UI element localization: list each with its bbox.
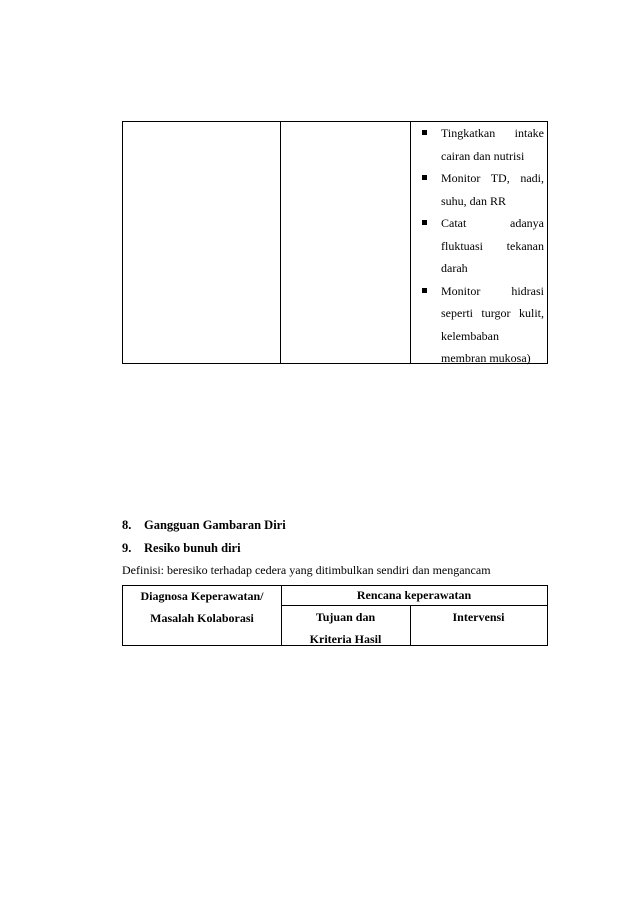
care-plan-table-header — [122, 585, 548, 646]
header-intervensi: Intervensi — [452, 610, 505, 624]
square-bullet-icon — [422, 175, 427, 180]
intervention-list — [420, 122, 544, 370]
list-item: Monitor hidrasi seperti turgor kulit, kelembaban membran mukosa) — [420, 280, 544, 370]
section-heading-8: 8. Gangguan Gambaran Diri — [122, 518, 286, 532]
table-column-divider — [410, 122, 411, 363]
list-item: Catat adanya fluktuasi tekanan darah — [420, 212, 544, 280]
list-item: Monitor TD, nadi, suhu, dan RR — [420, 167, 544, 212]
list-item: Tingkatkan intake cairan dan nutrisi — [420, 122, 544, 167]
definition-text: Definisi: beresiko terhadap cedera yang ditimbulkan sendiri dan mengancam — [122, 563, 491, 577]
header-diagnosa: Diagnosa Keperawatan/ Masalah Kolaborasi — [140, 589, 264, 625]
square-bullet-icon — [422, 130, 427, 135]
section-heading-9: 9. Resiko bunuh diri — [122, 541, 241, 555]
square-bullet-icon — [422, 220, 427, 225]
square-bullet-icon — [422, 288, 427, 293]
table-column-divider — [280, 122, 281, 363]
header-rencana-keperawatan: Rencana keperawatan — [356, 588, 472, 602]
header-tujuan: Tujuan dan Kriteria Hasil — [309, 610, 382, 646]
